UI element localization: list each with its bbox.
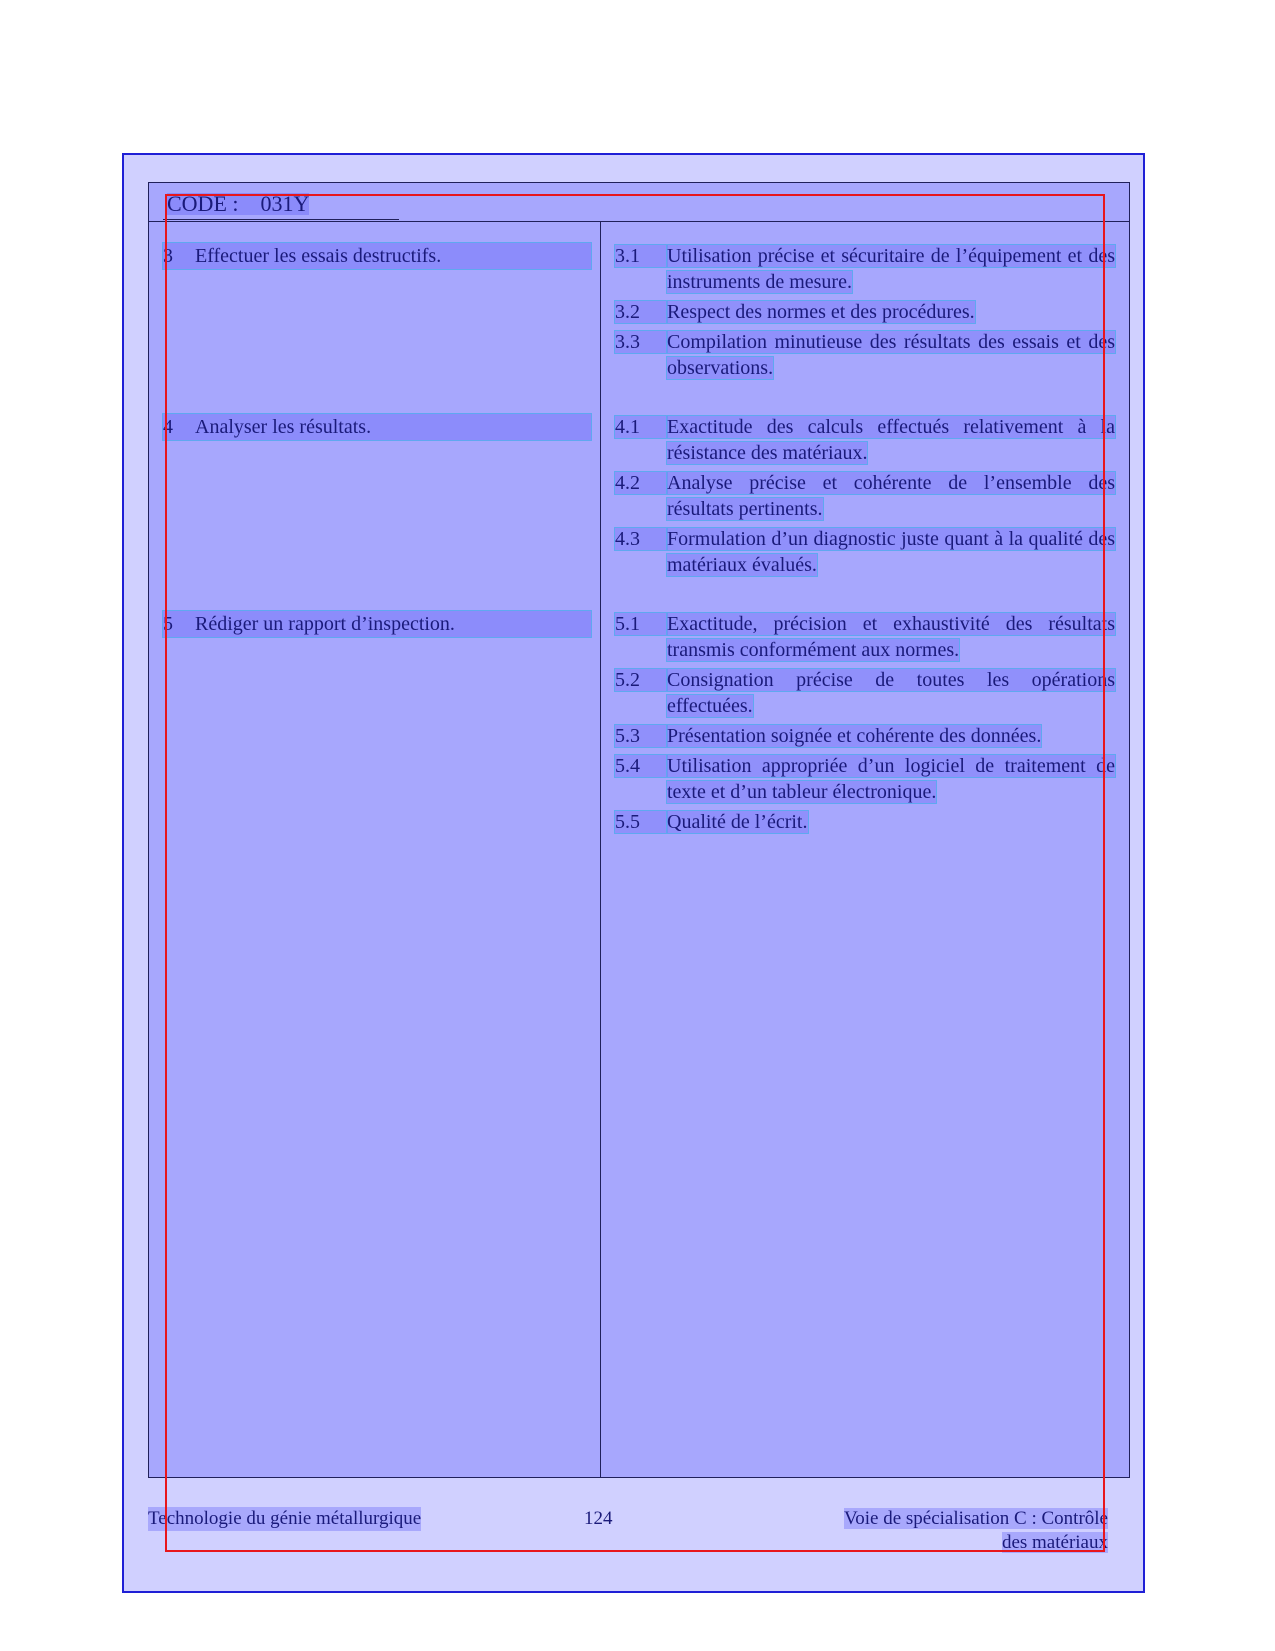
performance-criteria — [615, 611, 1115, 839]
criterion-text: Qualité de l’écrit. — [667, 811, 808, 833]
competency-number: 3 — [163, 245, 173, 267]
competency-text: Analyser les résultats. — [195, 416, 372, 438]
criterion-item — [615, 299, 1115, 325]
performance-criteria — [615, 243, 1115, 385]
criterion-number: 5.3 — [615, 725, 667, 747]
criterion-item — [615, 243, 1115, 295]
code-underline — [163, 219, 399, 220]
criterion-text: Utilisation appropriée d’un logiciel de traitement de texte et d’un tableur électronique. — [667, 755, 1115, 803]
criterion-number: 3.3 — [615, 331, 667, 353]
criterion-text: Présentation soignée et cohérente des données. — [667, 725, 1042, 747]
criterion-text: Respect des normes et des procédures. — [667, 301, 975, 323]
criterion-number: 5.1 — [615, 613, 667, 635]
footer-specialization-text: Voie de spécialisation C : Contrôle des matériaux — [843, 1508, 1108, 1553]
criterion-text: Exactitude des calculs effectués relativement à la résistance des matériaux. — [667, 416, 1115, 464]
criterion-item — [615, 329, 1115, 381]
criterion-number: 4.3 — [615, 528, 667, 550]
criterion-number: 4.2 — [615, 472, 667, 494]
performance-criteria — [615, 414, 1115, 582]
competency-number: 4 — [163, 416, 173, 438]
criterion-text: Consignation précise de toutes les opérations effectuées. — [667, 669, 1115, 717]
competency-element — [163, 243, 591, 269]
competency-element — [163, 414, 591, 440]
criterion-item — [615, 753, 1115, 805]
competency-text: Rédiger un rapport d’inspection. — [195, 613, 455, 635]
criterion-text: Formulation d’un diagnostic juste quant à la qualité des matériaux évalués. — [667, 528, 1115, 576]
criterion-number: 5.2 — [615, 669, 667, 691]
column-divider — [600, 221, 601, 1477]
criterion-item — [615, 611, 1115, 663]
criterion-item — [615, 809, 1115, 835]
criterion-number: 5.5 — [615, 811, 667, 833]
competency-number: 5 — [163, 613, 173, 635]
footer-program-title: Technologie du génie métallurgique — [148, 1508, 422, 1529]
criterion-item — [615, 723, 1115, 749]
criterion-text: Exactitude, précision et exhaustivité des résultats transmis conformément aux normes. — [667, 613, 1115, 661]
competency-table — [148, 182, 1130, 1478]
footer-specialization — [818, 1507, 1108, 1555]
competency-text: Effectuer les essais destructifs. — [195, 245, 442, 267]
criterion-item — [615, 414, 1115, 466]
competency-element — [163, 611, 591, 637]
criterion-number: 5.4 — [615, 755, 667, 777]
course-code: CODE : 031Y — [167, 191, 310, 216]
table-header-row — [149, 183, 1129, 222]
criterion-number: 3.2 — [615, 301, 667, 323]
criterion-text: Utilisation précise et sécuritaire de l’équipement et des instruments de mesure. — [667, 245, 1115, 293]
criterion-item — [615, 667, 1115, 719]
page-number: 124 — [584, 1508, 613, 1529]
criterion-number: 3.1 — [615, 245, 667, 267]
criterion-text: Analyse précise et cohérente de l’ensemble des résultats pertinents. — [667, 472, 1115, 520]
criterion-item — [615, 526, 1115, 578]
criterion-number: 4.1 — [615, 416, 667, 438]
criterion-item — [615, 470, 1115, 522]
criterion-text: Compilation minutieuse des résultats des essais et des observations. — [667, 331, 1115, 379]
